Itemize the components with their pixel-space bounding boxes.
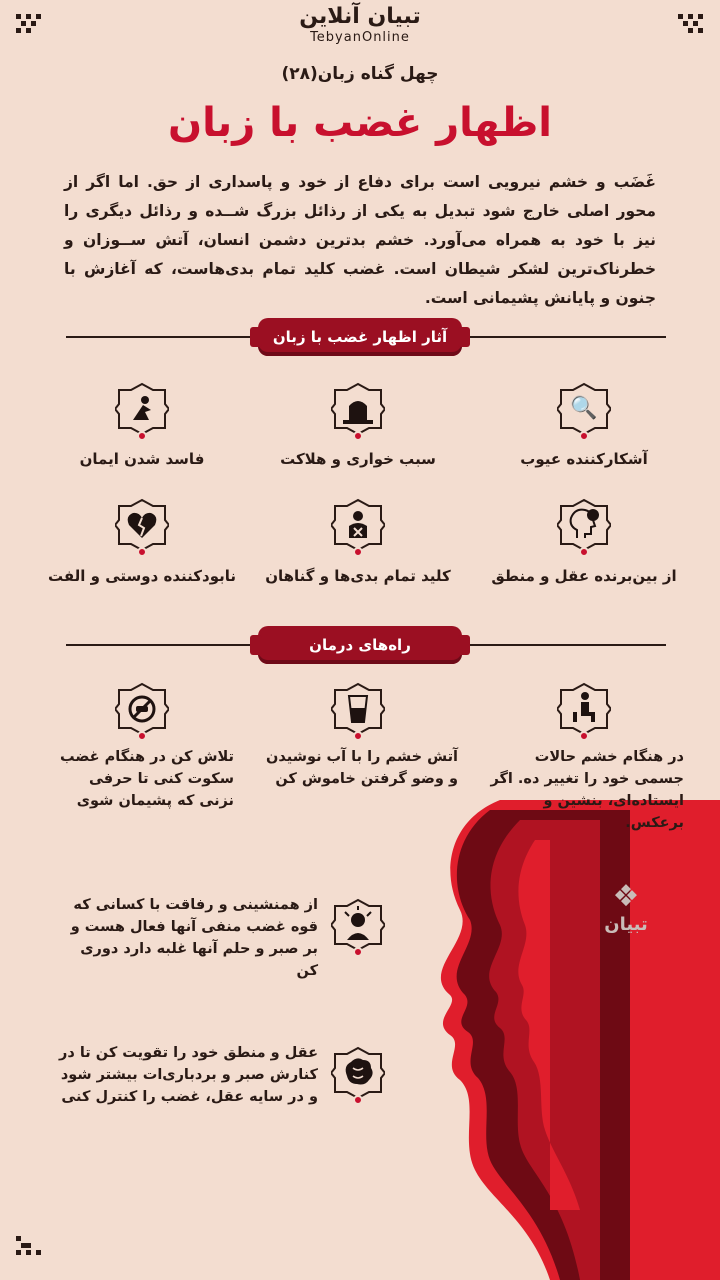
badge-effect-5 xyxy=(331,498,385,552)
badge-remedy-5 xyxy=(331,1046,385,1100)
logo-latin: TebyanOnline xyxy=(310,30,410,45)
effect-label: فاسد شدن ایمان xyxy=(79,450,205,468)
logo-text: تبیان آنلاین xyxy=(299,4,421,29)
remedy-text: عقل و منطق خود را تقویت کن تا در کنارش صبر و بردباری‌ات بیشتر شود و در سایه عقل، غضب را کنترل کنی xyxy=(59,1045,318,1105)
remedy-text: در هنگام خشم حالات جسمی خود را تغییر ده. اگر ایستاده‌ای، بنشین و برعکس. xyxy=(490,749,684,831)
badge-remedy-4 xyxy=(331,898,385,952)
badge-effect-4 xyxy=(557,498,611,552)
watermark-logo: ❖ تبیان xyxy=(604,879,648,935)
badge-effect-1 xyxy=(557,382,611,436)
effects-banner: آثار اظهار غضب با زبان xyxy=(258,318,462,356)
badge-remedy-2 xyxy=(331,682,385,736)
remedy-text: آتش خشم را با آب نوشیدن و وضو گرفتن خاموش کن xyxy=(266,749,458,787)
badge-effect-2 xyxy=(331,382,385,436)
remedy-text: تلاش کن در هنگام غضب سکوت کنی تا حرفی نزنی که پشیمان شوی xyxy=(60,749,234,809)
effect-label: آشکارکننده عیوب xyxy=(520,450,648,468)
effect-label: سبب خواری و هلاکت xyxy=(280,450,436,468)
intro-paragraph: غَضَب و خشم نیرویی است برای دفاع از خود و پاسداری از حق. اما اگر از محور اصلی خارج شود تبدیل به یکی از رذائل بزرگ شــده و رذائل دیگری را نیز با خود به همراه می‌آورد. خشم بدترین دشمن انسان، آتش ســوزان و خطرناک‌ترین لشکر شیطان است. غضب کلید تمام بدی‌هاست، که آغازش با جنون و پایانش پشیمانی است. xyxy=(64,173,656,307)
angry-face-silhouettes xyxy=(300,780,720,1280)
badge-remedy-1 xyxy=(557,682,611,736)
page-title: اظهار غضب با زبان xyxy=(168,100,552,146)
badge-effect-3 xyxy=(115,382,169,436)
corner-ornament xyxy=(16,1236,42,1262)
remedy-text: از همنشینی و رفاقت با کسانی که قوه غضب منفی آنها فعال هست و بر صبر و حلم آنها غلبه دارد دوری کن xyxy=(70,897,318,979)
effect-label: از بین‌برنده عقل و منطق xyxy=(491,567,677,585)
magnifier-icon: 🔍 xyxy=(570,396,598,421)
series-subtitle: چهل گناه زبان(۲۸) xyxy=(281,64,439,84)
badge-effect-6 xyxy=(115,498,169,552)
effect-label: کلید تمام بدی‌ها و گناهان xyxy=(265,567,451,585)
badge-remedy-3 xyxy=(115,682,169,736)
effect-label: نابودکننده دوستی و الفت xyxy=(48,567,236,585)
remedies-banner: راه‌های درمان xyxy=(258,626,462,664)
